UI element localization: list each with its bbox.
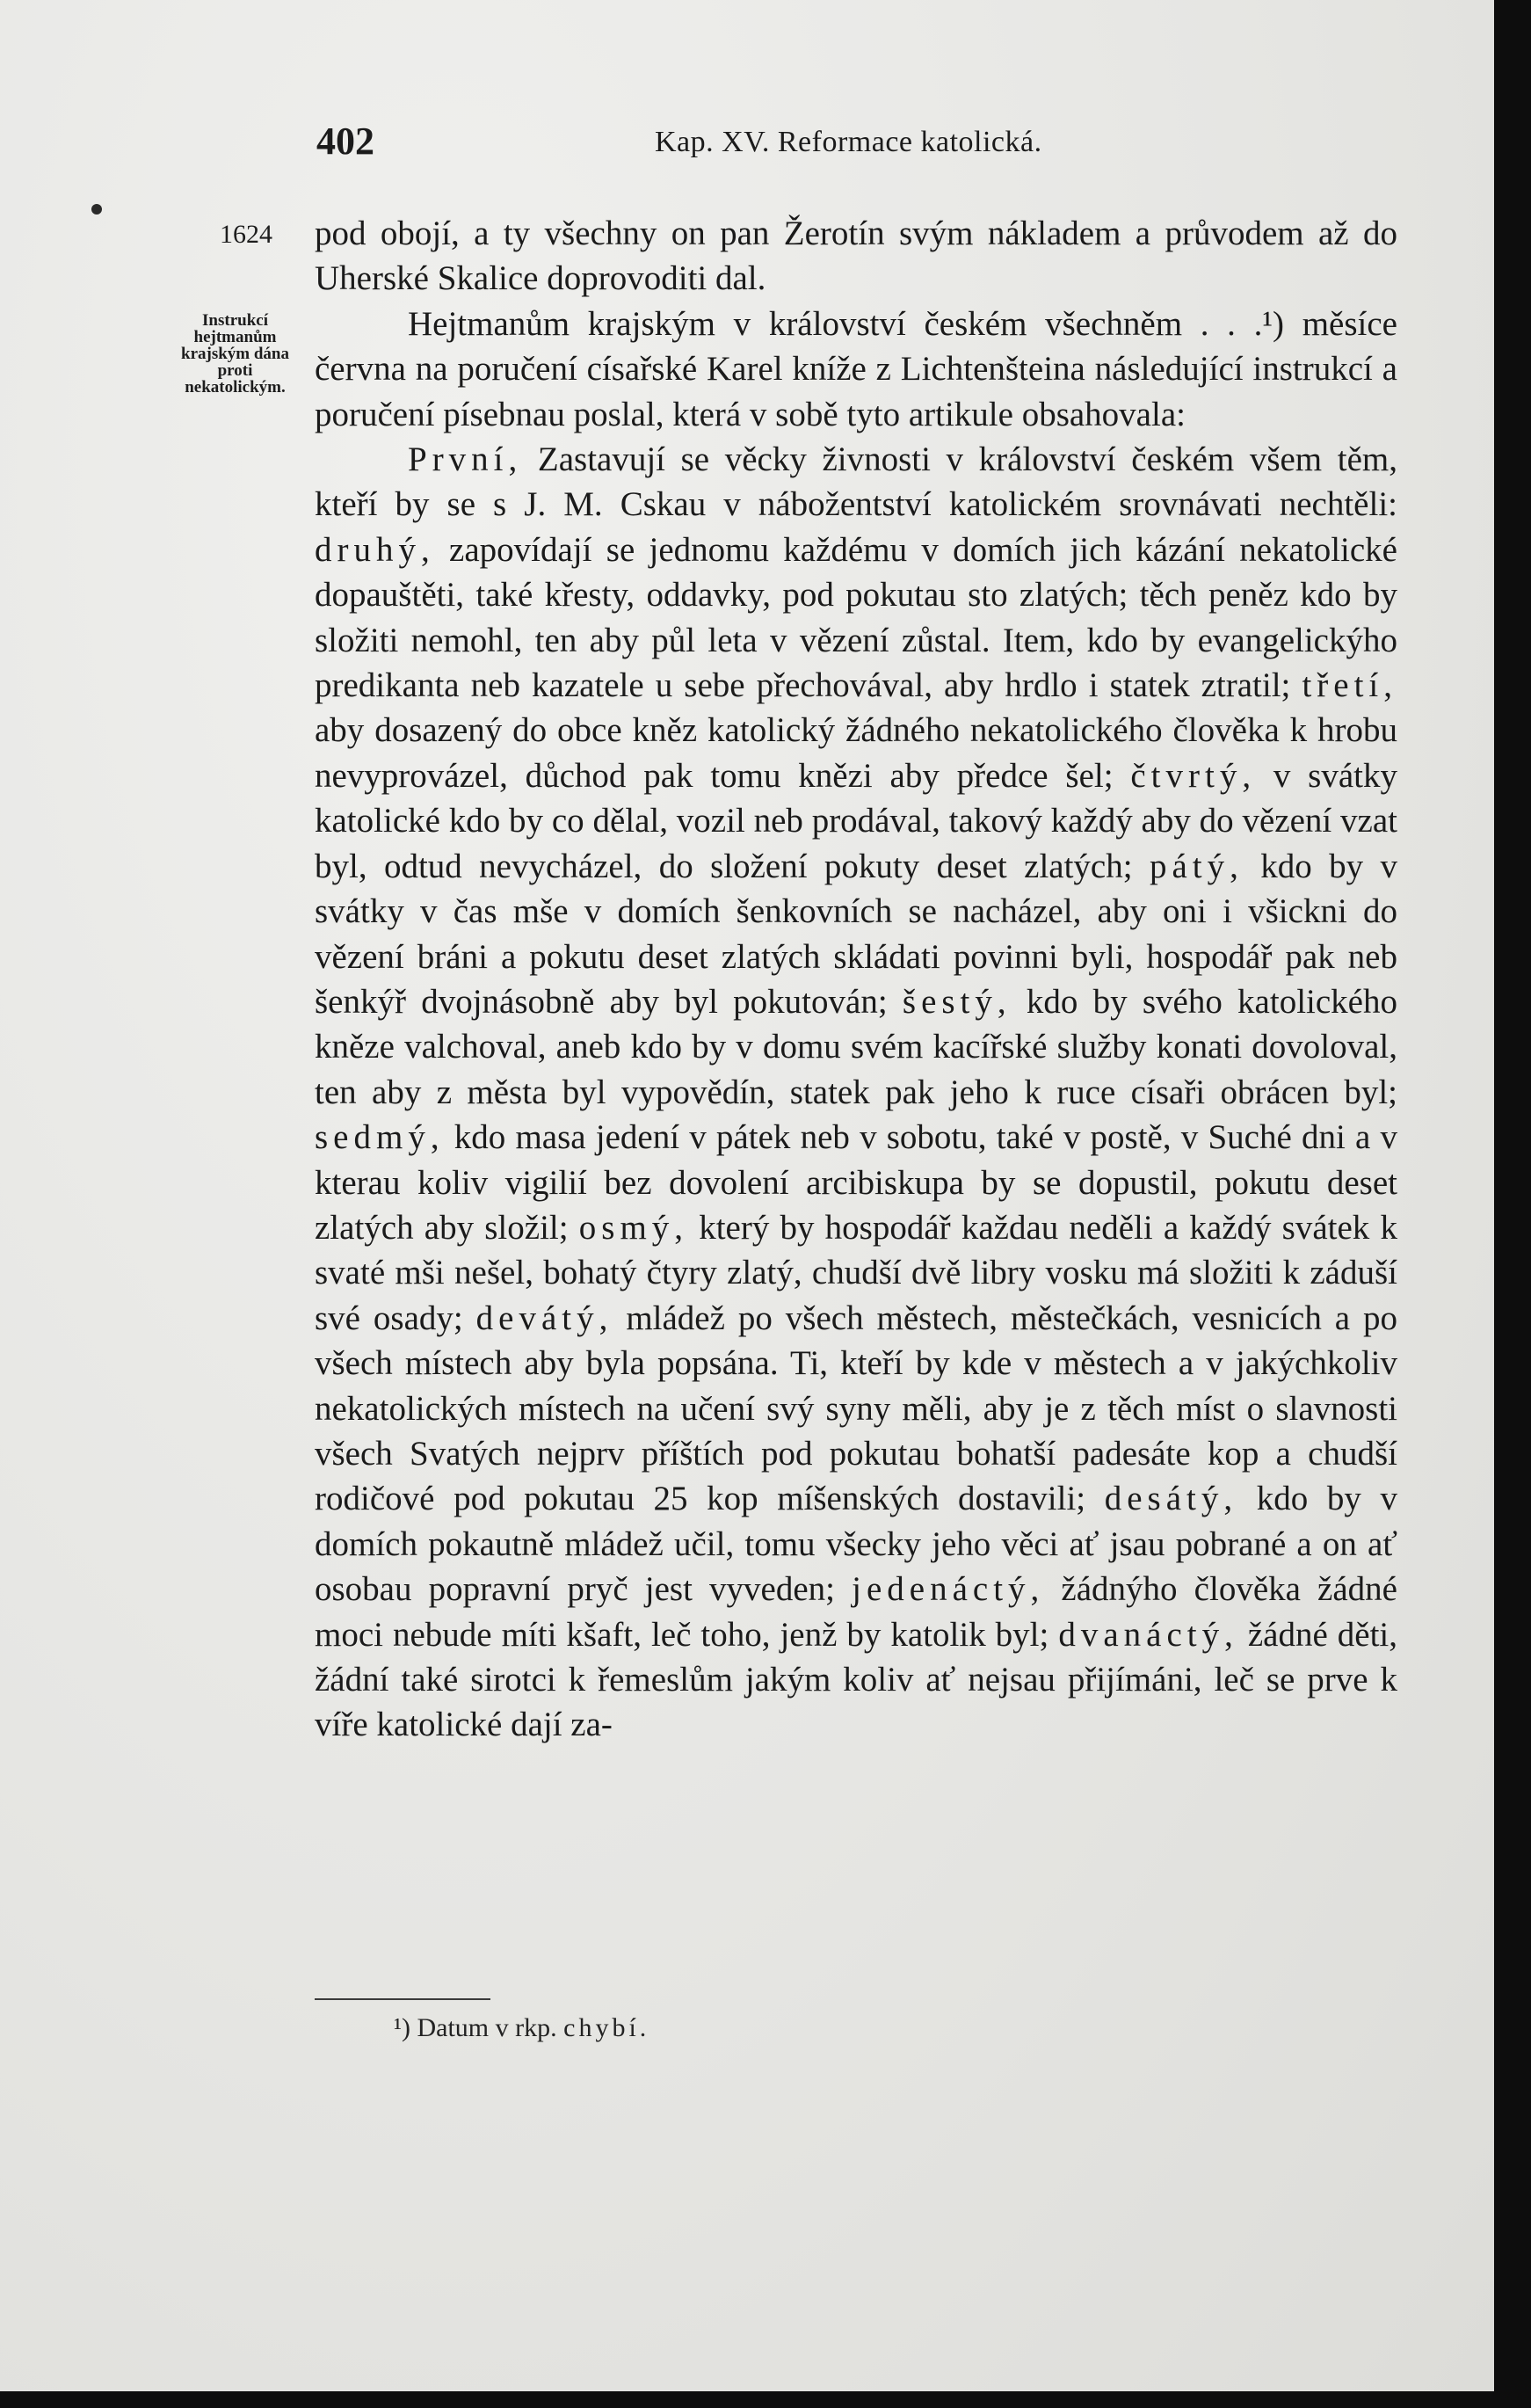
paragraph-text-run: žádné děti, žádní také sirotci k řemeslům jakým koliv ať nejsau přijímáni, leč se prve k víře katolické dají za- — [315, 1615, 1397, 1744]
spaced-ordinal: pátý, — [1149, 847, 1244, 885]
page-header — [316, 119, 1397, 171]
spaced-ordinal: čtvrtý, — [1130, 756, 1257, 795]
spaced-ordinal: sedmý, — [315, 1118, 445, 1157]
paragraph-text-run: aby dosazený do obce kněz katolický žádného nekatolického člověka k hrobu nevyprovázel, důchod pak tomu knězi aby předce šel; — [315, 711, 1397, 795]
margin-note: Instrukcí hejtmanům krajským dána proti nekatolickým. — [181, 311, 289, 396]
spaced-ordinal: První, — [408, 440, 523, 479]
spaced-ordinal: šestý, — [902, 982, 1012, 1021]
page-number: 402 — [316, 120, 374, 163]
paragraph-2: Hejtmanům krajským v království českém všechněm . . .¹) měsíce června na poručení císařské Karel kníže z Lichtenšteina následující instrukcí a poručení písebnau poslal, která v sobě tyto artikule obsahovala: — [315, 304, 1397, 433]
paragraph-text-run: žádnýho člověka žádné moci nebude míti kšaft, leč toho, jenž by katolik byl; — [315, 1570, 1397, 1654]
spaced-ordinal: jedenáctý, — [852, 1570, 1045, 1609]
paragraph-text-run: mládež po všech městech, městečkách, vesnicích a po všech místech aby byla popsána. Ti, kteří by kde v městech a v jakýchkoliv nekatolických místech na učení svý syny měli, aby je z těch míst o slavnosti všech Svatých nejprv příštích pod pokutau bohatší padesáte kop a chudší rodičové pod pokutau 25 kop míšenských dostavili; — [315, 1299, 1397, 1518]
ink-dot — [91, 204, 102, 215]
body-text — [315, 211, 1397, 1748]
paragraph-1: pod obojí, a ty všechny on pan Žerotín svým nákladem a průvodem až do Uherské Skalice doprovoditi dal. — [315, 215, 1397, 298]
footnote-text: ¹) Datum v rkp. — [394, 2013, 557, 2042]
spaced-ordinal: dvanáctý, — [1058, 1615, 1238, 1654]
scan-border-right — [1494, 0, 1531, 2408]
margin-year: 1624 — [220, 220, 272, 249]
spaced-ordinal: desátý, — [1104, 1480, 1238, 1518]
paragraph-text-run: v svátky katolické kdo by co dělal, vozil neb prodával, takový každý aby do vězení vzat byl, odtud nevycházel, do složení pokuty deset zlatých; — [315, 756, 1398, 885]
paragraph-text-run: kdo by v svátky v čas mše v domích šenkovních se nacházel, aby oni i všickni do vězení bráni a pokutu deset zlatých skládati povinni byli, hospodář pak neb šenkýř dvojnásobně aby byl pokutován; — [315, 847, 1397, 1021]
spaced-ordinal: osmý, — [578, 1208, 689, 1247]
spaced-ordinal: druhý, — [315, 530, 435, 569]
paragraph-text-run: kdo by v domích pokautně mládež učil, tomu všecky jeho věci ať jsau pobrané a on ať osobau popravní pryč jest vyveden; — [315, 1480, 1398, 1609]
paragraph-3 — [315, 437, 1397, 1748]
running-head: Kap. XV. Reformace katolická. — [655, 126, 1042, 158]
paragraph-text-run: kdo masa jedení v pátek neb v sobotu, také v postě, v Suché dni a v kterau koliv vigilií bez dovolení arcibiskupa by se dopustil, pokutu deset zlatých aby složil; — [315, 1118, 1397, 1247]
paragraph-text-run: který by hospodář každau neděli a každý svátek k svaté mši nešel, bohatý čtyry zlatý, chudší dvě libry vosku má složiti k záduší své osady; — [315, 1208, 1397, 1337]
footnote-rule — [315, 1998, 490, 2000]
footnote — [394, 2013, 649, 2043]
paragraph-text-run: Zastavují se věcky živnosti v království českém všem těm, kteří by se s J. M. Cskau v nábožentství katolickém srovnávati nechtěli: — [315, 440, 1397, 524]
scan-border-bottom — [0, 2391, 1531, 2408]
footnote-spaced-word: chybí. — [563, 2013, 650, 2042]
paragraph-text-run: zapovídají se jednomu každému v domích jich kázání nekatolické dopauštěti, také křesty, oddavky, pod pokutau sto zlatých; těch peněz kdo by složiti nemohl, ten aby půl leta v vězení zůstal. Item, kdo by evangelickýho predikanta neb kazatele u sebe přechovával, aby hrdlo i statek ztratil; — [315, 530, 1397, 705]
paragraph-text-run: kdo by svého katolického kněze valchoval, aneb kdo by v domu svém kacířské služby konati dovoloval, ten aby z města byl vypovědín, statek pak jeho k ruce císaři obrácen byl; — [315, 982, 1397, 1111]
spaced-ordinal: devátý, — [475, 1299, 613, 1337]
spaced-ordinal: třetí, — [1302, 666, 1397, 705]
